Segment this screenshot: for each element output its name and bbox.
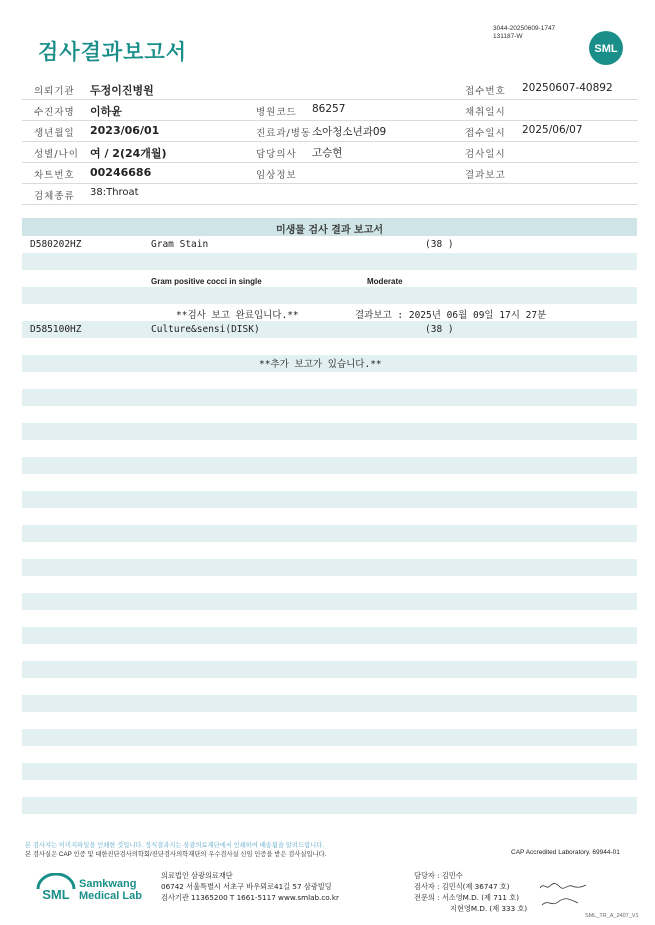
signature-icon	[538, 880, 588, 892]
result-row-band	[22, 593, 637, 610]
receipt-no-label: 접수번호	[465, 86, 506, 97]
document-id-line2: 131187-W	[493, 32, 523, 40]
specimen-label: 검체종류	[34, 191, 75, 202]
info-row	[22, 121, 638, 142]
clinical-label: 임상정보	[256, 170, 297, 181]
result-row-band	[22, 661, 637, 678]
collect-date-label: 채취일시	[465, 107, 506, 118]
page-title: 검사결과보고서	[38, 40, 188, 64]
receipt-date-label: 접수일시	[465, 128, 506, 139]
dept-value: 소아청소년과09	[312, 126, 387, 138]
result-row-band	[22, 695, 637, 712]
samkwang-logo-icon	[36, 873, 76, 905]
result-row-band	[22, 389, 637, 406]
result-row-band	[22, 491, 637, 508]
samkwang-logo-text	[79, 878, 142, 902]
doctor-label: 담당의사	[256, 149, 297, 160]
staff-line1: 담당자 : 김민수	[414, 871, 463, 880]
sex-age-value: 여 / 2(24개월)	[90, 147, 167, 160]
org-line1: 의료법인 삼광의료재단	[161, 871, 233, 880]
report-heading-bar	[22, 218, 637, 236]
staff-line4: 지현영M.D. (제 333 호)	[450, 904, 528, 913]
organization-info	[161, 870, 339, 903]
report-time: 결과보고 : 2025년 06월 09일 17시 27분	[355, 310, 547, 321]
chart-no-value: 00246686	[90, 166, 152, 179]
birth-value: 2023/06/01	[90, 124, 160, 137]
info-row	[22, 100, 638, 121]
sml-logo-icon	[588, 30, 624, 66]
result-row-band	[22, 287, 637, 304]
finding-level: Moderate	[367, 277, 403, 286]
footer-note-image: 본 검사지는 이미지파일을 인쇄한 것입니다. 정식결과지는 삼광의료재단에서 인쇄하여 배송됨을 알려드립니다.	[25, 842, 325, 849]
result-row-band	[22, 525, 637, 542]
info-row	[22, 163, 638, 184]
footer-note-certification: 본 검사실은 CAP 인증 및 대한진단검사의학회/진단검사의학재단의 우수검사실 신임 인증을 받은 검사실입니다.	[25, 851, 327, 858]
dept-label: 진료과/병동	[256, 128, 312, 139]
patient-info-table	[22, 79, 638, 205]
report-complete-message: **검사 보고 완료입니다.**	[176, 310, 299, 321]
receipt-date-value: 2025/06/07	[522, 124, 583, 136]
cap-accreditation: CAP Accredited Laboratory. 69944-01	[511, 849, 620, 856]
name-label: 수진자명	[34, 107, 75, 118]
hospital-code-value: 86257	[312, 103, 346, 115]
result-row-band	[22, 729, 637, 746]
org-line2: 06742 서울특별시 서초구 바우뫼로41길 57 삼광빌딩	[161, 882, 332, 891]
staff-info	[414, 870, 527, 914]
form-code: SML_TR_A_2407_V1	[585, 913, 639, 919]
org-line3: 검사기관 11365200 T 1661-5117 www.smlab.co.kr	[161, 893, 339, 902]
name-value: 이하윤	[90, 105, 122, 118]
result-row-band	[22, 797, 637, 814]
info-row	[22, 184, 638, 205]
doctor-value: 고승현	[312, 147, 343, 159]
sml-logo-text: SML	[594, 43, 618, 55]
document-id	[493, 25, 555, 40]
signature-icon	[540, 895, 580, 909]
test2-code: D585100HZ	[30, 324, 82, 335]
birth-label: 생년월일	[34, 128, 75, 139]
institution-label: 의뢰기관	[34, 86, 75, 97]
receipt-no-value: 20250607-40892	[522, 82, 613, 94]
result-row-band	[22, 763, 637, 780]
test2-specimen-code: (38 )	[425, 324, 454, 335]
result-row-band	[22, 627, 637, 644]
test2-name: Culture&sensi(DISK)	[151, 324, 260, 335]
test1-specimen-code: (38 )	[425, 239, 454, 250]
result-row-band	[22, 253, 637, 270]
test-date-label: 검사일시	[465, 149, 506, 160]
logo-line2: Medical Lab	[79, 890, 142, 902]
staff-line2: 검사자 : 김민식(제 36747 호)	[414, 882, 510, 891]
logo-line1: Samkwang	[79, 878, 137, 890]
staff-line3: 전문의 : 서소영M.D. (제 711 호)	[414, 893, 520, 902]
result-row-band	[22, 321, 637, 338]
info-row	[22, 79, 638, 100]
info-row	[22, 142, 638, 163]
samkwang-logo-sml: SML	[42, 887, 70, 902]
chart-no-label: 차트번호	[34, 170, 75, 181]
report-heading: 미생물 검사 결과 보고서	[275, 225, 384, 236]
result-report-label: 결과보고	[465, 170, 506, 181]
specimen-value: 38:Throat	[90, 187, 139, 198]
result-row-band	[22, 559, 637, 576]
result-row-band	[22, 457, 637, 474]
document-id-line1: 3044-20250609-1747	[493, 25, 556, 32]
institution-value: 두정이진병원	[90, 84, 154, 97]
test1-code: D580202HZ	[30, 239, 82, 250]
finding-text: Gram positive cocci in single	[151, 277, 262, 286]
sex-age-label: 성별/나이	[34, 149, 79, 160]
test1-name: Gram Stain	[151, 239, 209, 250]
result-row-band	[22, 423, 637, 440]
hospital-code-label: 병원코드	[256, 107, 297, 118]
additional-report-message: **추가 보고가 있습니다.**	[259, 359, 382, 370]
